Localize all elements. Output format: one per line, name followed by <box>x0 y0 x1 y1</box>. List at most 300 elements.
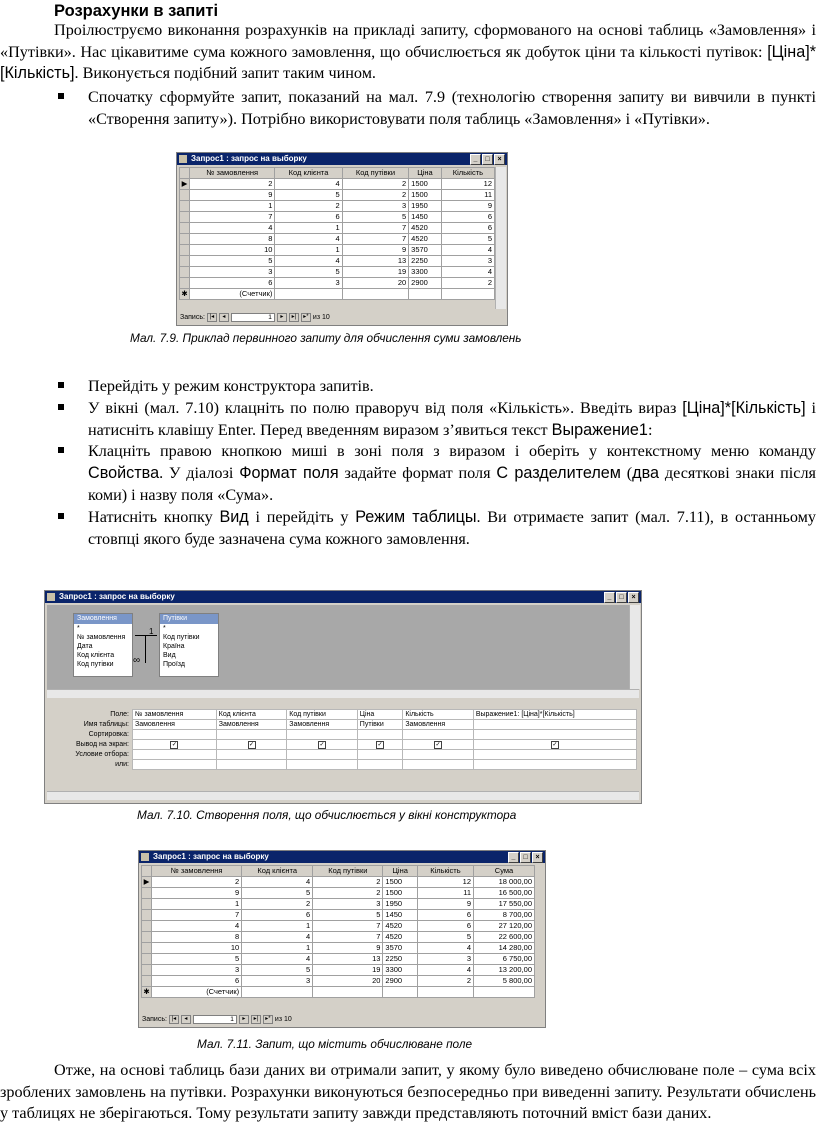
row-selector[interactable] <box>180 190 190 201</box>
table-cell[interactable]: 1 <box>190 201 275 212</box>
table-cell[interactable]: 7 <box>152 910 242 921</box>
table-cell[interactable]: 9 <box>417 899 473 910</box>
qbe-cell[interactable] <box>403 760 474 770</box>
qbe-field-cell[interactable]: Ціна <box>357 710 403 720</box>
table-cell[interactable]: 1500 <box>383 877 417 888</box>
qbe-field-cell[interactable]: Код путівки <box>287 710 358 720</box>
column-header[interactable]: Кількість <box>417 866 473 877</box>
minimize-button[interactable]: _ <box>470 154 481 165</box>
datasheet-grid <box>141 865 535 998</box>
column-header[interactable]: Код клієнта <box>242 866 313 877</box>
table-cell[interactable]: 4 <box>275 256 342 267</box>
table-cell[interactable]: 1 <box>275 223 342 234</box>
table-row[interactable] <box>142 910 535 921</box>
table-cell[interactable] <box>242 987 313 998</box>
table-cell[interactable]: 14 280,00 <box>474 943 535 954</box>
table-cell[interactable] <box>313 987 383 998</box>
table-row[interactable] <box>142 954 535 965</box>
qbe-table-cell[interactable]: Замовлення <box>403 720 474 730</box>
qbe-cell[interactable] <box>133 750 217 760</box>
table-cell[interactable]: 4 <box>275 234 342 245</box>
row-selector[interactable] <box>142 943 152 954</box>
table-cell[interactable]: 6 <box>441 212 494 223</box>
row-selector[interactable] <box>180 245 190 256</box>
column-header[interactable]: Сума <box>474 866 535 877</box>
table-row[interactable] <box>142 888 535 899</box>
table-cell[interactable]: 3 <box>441 256 494 267</box>
table-cell[interactable]: 4 <box>190 223 275 234</box>
figure-caption: Мал. 7.11. Запит, що містить обчислюване поле <box>197 1037 473 1051</box>
column-header[interactable]: Код клієнта <box>275 168 342 179</box>
record-number-field[interactable]: 1 <box>231 313 275 322</box>
field-item[interactable]: Дата <box>77 643 93 650</box>
table-cell[interactable]: 2 <box>190 179 275 190</box>
table-row[interactable] <box>142 899 535 910</box>
table-cell[interactable]: 13 <box>313 954 383 965</box>
qbe-cell[interactable] <box>473 760 636 770</box>
first-record-button[interactable]: |◂ <box>169 1015 179 1024</box>
row-selector[interactable] <box>142 976 152 987</box>
table-cell[interactable]: 3 <box>275 278 342 289</box>
row-selector[interactable] <box>180 278 190 289</box>
table-cell[interactable]: 6 750,00 <box>474 954 535 965</box>
show-checkbox[interactable]: ✓ <box>319 742 325 748</box>
new-record-row[interactable] <box>142 987 535 998</box>
field-item[interactable]: Код путівки <box>77 661 114 668</box>
table-cell[interactable]: 2900 <box>383 976 417 987</box>
qbe-row-label: Сортировка: <box>47 730 133 740</box>
qbe-cell[interactable] <box>133 760 217 770</box>
row-selector[interactable] <box>142 888 152 899</box>
qbe-cell[interactable] <box>473 730 636 740</box>
query-designer-window <box>44 590 642 804</box>
record-navigator: Запись: |◂ ◂ 1 ▸ ▸| ▸* из 10 <box>180 314 330 321</box>
record-navigator: Запись: |◂ ◂ 1 ▸ ▸| ▸* из 10 <box>142 1016 292 1023</box>
table-cell[interactable]: 3 <box>190 267 275 278</box>
qbe-table-cell[interactable]: Замовлення <box>287 720 358 730</box>
table-cell[interactable]: 17 550,00 <box>474 899 535 910</box>
field-item[interactable]: Вид <box>163 652 176 659</box>
qbe-row <box>47 720 637 730</box>
expression-text: [Ціна]*[Кількість] <box>0 42 816 82</box>
qbe-grid <box>47 709 637 770</box>
window-titlebar: Запрос1 : запрос на выборку _ □ × <box>45 591 641 603</box>
qbe-field-cell[interactable]: Кількість <box>403 710 474 720</box>
table-cell[interactable]: 4 <box>417 943 473 954</box>
table-cell[interactable]: 8 <box>152 932 242 943</box>
qbe-show-cell[interactable] <box>287 740 358 750</box>
table-cell[interactable]: 10 <box>190 245 275 256</box>
relationship-line <box>135 635 157 636</box>
close-button[interactable]: × <box>628 592 639 603</box>
table-cell[interactable]: 1450 <box>383 910 417 921</box>
table-cell[interactable]: 1500 <box>409 179 442 190</box>
qbe-cell[interactable] <box>287 730 358 740</box>
table-cell[interactable]: 6 <box>417 910 473 921</box>
table-cell[interactable]: 6 <box>417 921 473 932</box>
table-row[interactable] <box>180 223 495 234</box>
table-cell[interactable]: 20 <box>313 976 383 987</box>
table-cell[interactable]: 1950 <box>409 201 442 212</box>
show-checkbox[interactable]: ✓ <box>552 742 558 748</box>
show-checkbox[interactable]: ✓ <box>249 742 255 748</box>
bullet-icon <box>58 382 64 388</box>
row-selector[interactable] <box>142 910 152 921</box>
row-selector[interactable] <box>142 954 152 965</box>
row-selector[interactable] <box>180 267 190 278</box>
table-cell[interactable]: 4 <box>242 877 313 888</box>
table-cell[interactable]: 1450 <box>409 212 442 223</box>
relationship-line-vertical <box>145 635 146 663</box>
qbe-field-cell[interactable]: Код клієнта <box>216 710 287 720</box>
qbe-row <box>47 710 637 720</box>
table-cell[interactable]: 9 <box>152 888 242 899</box>
column-header[interactable]: Кількість <box>441 168 494 179</box>
table-cell[interactable]: 2250 <box>409 256 442 267</box>
table-cell[interactable]: 1950 <box>383 899 417 910</box>
table-cell[interactable] <box>441 289 494 300</box>
bullet-icon <box>58 513 64 519</box>
column-header[interactable]: Код путівки <box>342 168 408 179</box>
bullet-icon <box>58 447 64 453</box>
table-cell[interactable]: 3 <box>313 899 383 910</box>
field-item[interactable]: * <box>163 625 166 632</box>
qbe-cell[interactable] <box>216 750 287 760</box>
row-selector[interactable] <box>180 212 190 223</box>
table-cell[interactable]: 3 <box>152 965 242 976</box>
field-item[interactable]: № замовлення <box>77 634 126 641</box>
table-cell[interactable]: 4 <box>275 179 342 190</box>
table-cell[interactable]: 3 <box>242 976 313 987</box>
table-row[interactable] <box>142 965 535 976</box>
qbe-cell[interactable] <box>357 730 403 740</box>
table-row[interactable] <box>180 179 495 190</box>
table-cell[interactable]: 7 <box>342 234 408 245</box>
qbe-cell[interactable] <box>403 730 474 740</box>
table-cell[interactable] <box>474 987 535 998</box>
table-cell[interactable]: 22 600,00 <box>474 932 535 943</box>
table-cell[interactable]: 1 <box>242 921 313 932</box>
pane-horizontal-scrollbar[interactable] <box>47 689 639 698</box>
row-selector[interactable] <box>180 234 190 245</box>
table-cell[interactable]: 19 <box>313 965 383 976</box>
table-cell[interactable]: 4520 <box>383 921 417 932</box>
table-cell[interactable]: 8 <box>190 234 275 245</box>
step-create-query: Спочатку сформуйте запит, показаний на мал. 7.9 (технологію створення запиту ви вивчили в пункті «Створення запиту»). Потрібно використовувати поля таблиць «Замовлення» і «Путівки». <box>54 87 816 131</box>
table-row[interactable] <box>180 278 495 289</box>
qbe-row-label: Поле: <box>47 710 133 720</box>
table-row[interactable] <box>180 267 495 278</box>
table-row[interactable] <box>180 201 495 212</box>
qbe-cell[interactable] <box>287 750 358 760</box>
qbe-table-cell[interactable] <box>473 720 636 730</box>
table-cell[interactable] <box>417 987 473 998</box>
maximize-button[interactable]: □ <box>616 592 627 603</box>
table-cell[interactable]: 11 <box>441 190 494 201</box>
qbe-cell[interactable] <box>357 750 403 760</box>
table-cell[interactable]: 2 <box>441 278 494 289</box>
table-row[interactable] <box>142 877 535 888</box>
pane-vertical-scrollbar[interactable] <box>629 605 640 689</box>
table-cell[interactable] <box>342 289 408 300</box>
table-cell[interactable]: 2250 <box>383 954 417 965</box>
table-cell[interactable]: 18 000,00 <box>474 877 535 888</box>
table-cell[interactable]: 2 <box>342 190 408 201</box>
qbe-cell[interactable] <box>357 760 403 770</box>
table-cell[interactable]: 4 <box>441 245 494 256</box>
qbe-row <box>47 730 637 740</box>
row-selector[interactable]: ▶ <box>180 179 190 190</box>
row-selector[interactable] <box>142 921 152 932</box>
close-button[interactable]: × <box>494 154 505 165</box>
show-checkbox[interactable]: ✓ <box>435 742 441 748</box>
datasheet-grid <box>179 167 495 300</box>
table-cell[interactable]: 5 <box>275 190 342 201</box>
qbe-show-cell[interactable] <box>403 740 474 750</box>
table-cell[interactable]: 2 <box>313 888 383 899</box>
table-cell[interactable]: 7 <box>342 223 408 234</box>
steps-list-2 <box>54 376 816 550</box>
relation-one-label: 1 <box>149 627 154 636</box>
record-number-field[interactable]: 1 <box>193 1015 237 1024</box>
table-cell[interactable]: 19 <box>342 267 408 278</box>
qbe-row-label: Вывод на экран: <box>47 740 133 750</box>
table-cell[interactable]: 16 500,00 <box>474 888 535 899</box>
next-record-button[interactable]: ▸ <box>239 1015 249 1024</box>
figure-caption: Мал. 7.10. Створення поля, що обчислюється у вікні конструктора <box>137 808 517 822</box>
field-item[interactable]: Країна <box>163 643 185 650</box>
row-selector[interactable]: ▶ <box>142 877 152 888</box>
table-cell[interactable]: 4520 <box>383 932 417 943</box>
row-selector[interactable] <box>180 223 190 234</box>
table-cell[interactable]: 9 <box>342 245 408 256</box>
table-row[interactable] <box>180 234 495 245</box>
table-cell[interactable]: 27 120,00 <box>474 921 535 932</box>
table-cell[interactable]: 1 <box>275 245 342 256</box>
table-row[interactable] <box>142 943 535 954</box>
table-cell[interactable]: 1500 <box>383 888 417 899</box>
table-cell[interactable]: 2 <box>242 899 313 910</box>
row-selector[interactable] <box>180 256 190 267</box>
table-cell[interactable]: 13 200,00 <box>474 965 535 976</box>
row-selector[interactable] <box>142 899 152 910</box>
vertical-scrollbar[interactable] <box>495 167 506 309</box>
steps-list-1 <box>54 87 816 131</box>
table-cell[interactable]: 9 <box>190 190 275 201</box>
qbe-row <box>47 750 637 760</box>
autonumber-cell[interactable]: (Счетчик) <box>152 987 242 998</box>
table-cell[interactable]: 12 <box>441 179 494 190</box>
table-cell[interactable]: 5 <box>275 267 342 278</box>
conclusion-paragraph: Отже, на основі таблиць бази даних ви отримали запит, у якому було виведено обчислюване поле – сума всіх зроблених замовлень на путівки. Розрахунки виконуються безпосередньо при виведенні запиту. Результати обчислень у таблицях не зберігаються. Тому результати запиту завжди представляють поточний вміст бази даних. <box>0 1061 816 1122</box>
table-cell[interactable]: 20 <box>342 278 408 289</box>
table-cell[interactable]: 2 <box>417 976 473 987</box>
relation-many-label: ∞ <box>133 655 141 666</box>
qbe-show-cell[interactable] <box>133 740 217 750</box>
next-record-button[interactable]: ▸ <box>277 313 287 322</box>
header-row <box>180 168 495 179</box>
qbe-table-cell[interactable]: Замовлення <box>216 720 287 730</box>
qbe-field-cell[interactable]: Выражение1: [Ціна]*[Кількість] <box>473 710 636 720</box>
table-cell[interactable]: 3300 <box>409 267 442 278</box>
qbe-row <box>47 760 637 770</box>
table-cell[interactable]: 6 <box>441 223 494 234</box>
step-view-mode: Натисніть кнопку Вид і перейдіть у Режим таблицы. Ви отримаєте запит (мал. 7.11), в останньому стовпці якого буде зазначена сума кожного замовлення. <box>54 507 816 551</box>
show-checkbox[interactable]: ✓ <box>377 742 383 748</box>
field-item[interactable]: Код клієнта <box>77 652 115 659</box>
column-header[interactable]: Ціна <box>409 168 442 179</box>
table-cell[interactable]: 7 <box>313 932 383 943</box>
header-row <box>142 866 535 877</box>
table-cell[interactable]: 3 <box>417 954 473 965</box>
qbe-row-label: Условие отбора: <box>47 750 133 760</box>
last-record-button[interactable]: ▸| <box>251 1015 261 1024</box>
table-cell[interactable]: 1 <box>152 899 242 910</box>
row-selector[interactable] <box>180 201 190 212</box>
autonumber-cell[interactable]: (Счетчик) <box>190 289 275 300</box>
table-cell[interactable]: 4520 <box>409 234 442 245</box>
table-cell[interactable]: 2 <box>342 179 408 190</box>
table-row[interactable] <box>142 932 535 943</box>
table-cell[interactable]: 2 <box>152 877 242 888</box>
minimize-button[interactable]: _ <box>604 592 615 603</box>
table-cell[interactable]: 4 <box>242 932 313 943</box>
intro-paragraph: Проілюструємо виконання розрахунків на прикладі запиту, сформованого на основі таблиць «Замовлення» і «Путівки». Нас цікавитиме сума кожного замовлення, що обчислюється як добуток ціни та кількості путівок: [Ціна]*[Кількість]. Виконується подібний запит таким чином. <box>0 21 816 82</box>
query-icon <box>141 853 149 861</box>
table-cell[interactable]: 1 <box>242 943 313 954</box>
prev-record-button[interactable]: ◂ <box>219 313 229 322</box>
query-icon <box>47 593 55 601</box>
table-cell[interactable]: 2900 <box>409 278 442 289</box>
table-row[interactable] <box>180 256 495 267</box>
table-cell[interactable]: 5 <box>417 932 473 943</box>
qbe-show-cell[interactable] <box>216 740 287 750</box>
query-window-fig1 <box>176 152 508 326</box>
show-checkbox[interactable]: ✓ <box>171 742 177 748</box>
qbe-cell[interactable] <box>287 760 358 770</box>
table-cell[interactable]: 11 <box>417 888 473 899</box>
table-cell[interactable]: 5 <box>242 965 313 976</box>
last-record-button[interactable]: ▸| <box>289 313 299 322</box>
tables-pane <box>47 605 629 689</box>
table-cell[interactable]: 6 <box>152 976 242 987</box>
table-cell[interactable]: 4520 <box>409 223 442 234</box>
table-cell[interactable]: 1500 <box>409 190 442 201</box>
section-title: Розрахунки в запиті <box>54 2 219 20</box>
query-window-fig3 <box>138 850 546 1028</box>
table-cell[interactable]: 10 <box>152 943 242 954</box>
table-row[interactable] <box>180 190 495 201</box>
row-selector[interactable] <box>142 932 152 943</box>
table-cell[interactable]: 8 700,00 <box>474 910 535 921</box>
query-icon <box>179 155 187 163</box>
qbe-cell[interactable] <box>473 750 636 760</box>
table-cell[interactable]: 6 <box>242 910 313 921</box>
field-item[interactable]: Код путівки <box>163 634 200 641</box>
qbe-table-cell[interactable]: Путівки <box>357 720 403 730</box>
qbe-table-cell[interactable]: Замовлення <box>133 720 217 730</box>
maximize-button[interactable]: □ <box>482 154 493 165</box>
table-cell[interactable]: 5 800,00 <box>474 976 535 987</box>
table-cell[interactable]: 9 <box>441 201 494 212</box>
table-cell[interactable]: 12 <box>417 877 473 888</box>
close-button[interactable]: × <box>532 852 543 863</box>
table-cell[interactable]: 5 <box>342 212 408 223</box>
prev-record-button[interactable]: ◂ <box>181 1015 191 1024</box>
table-cell[interactable]: 5 <box>190 256 275 267</box>
table-cell[interactable]: 4 <box>441 267 494 278</box>
column-header[interactable]: № замовлення <box>152 866 242 877</box>
qbe-field-cell[interactable]: № замовлення <box>133 710 217 720</box>
table-cell[interactable] <box>275 289 342 300</box>
grid-horizontal-scrollbar[interactable] <box>47 791 639 800</box>
field-item[interactable]: * <box>77 625 80 632</box>
table-cell[interactable]: 7 <box>190 212 275 223</box>
table-cell[interactable]: 3570 <box>383 943 417 954</box>
table-cell[interactable]: 5 <box>242 888 313 899</box>
table-cell[interactable]: 5 <box>152 954 242 965</box>
step-enter-expression: У вікні (мал. 7.10) клацніть по полю праворуч від поля «Кількість». Введіть вираз [Ціна]*[Кількість] і натисніть клавішу Enter. Перед введенням виразом з’явиться текст Выражение1: <box>54 398 816 442</box>
first-record-button[interactable]: |◂ <box>207 313 217 322</box>
table-cell[interactable]: 3300 <box>383 965 417 976</box>
table-cell[interactable] <box>409 289 442 300</box>
table-row[interactable] <box>180 212 495 223</box>
table-cell[interactable]: 5 <box>313 910 383 921</box>
table-cell[interactable]: 4 <box>417 965 473 976</box>
table-cell[interactable]: 13 <box>342 256 408 267</box>
qbe-row-label: Имя таблицы: <box>47 720 133 730</box>
qbe-show-cell[interactable] <box>357 740 403 750</box>
table-row[interactable] <box>180 245 495 256</box>
maximize-button[interactable]: □ <box>520 852 531 863</box>
qbe-show-cell[interactable] <box>473 740 636 750</box>
bullet-icon <box>58 93 64 99</box>
table-cell[interactable]: 2 <box>275 201 342 212</box>
row-selector[interactable] <box>142 965 152 976</box>
figure-caption: Мал. 7.9. Приклад первинного запиту для обчислення суми замовлень <box>130 331 522 345</box>
table-cell[interactable]: 3570 <box>409 245 442 256</box>
table-cell[interactable] <box>383 987 417 998</box>
table-row[interactable] <box>142 976 535 987</box>
table-cell[interactable]: 5 <box>441 234 494 245</box>
new-row-icon: ✱ <box>181 289 188 298</box>
column-header[interactable]: Код путівки <box>313 866 383 877</box>
table-cell[interactable]: 9 <box>313 943 383 954</box>
table-cell[interactable]: 6 <box>190 278 275 289</box>
qbe-cell[interactable] <box>403 750 474 760</box>
table-cell[interactable]: 4 <box>152 921 242 932</box>
qbe-cell[interactable] <box>133 730 217 740</box>
table-cell[interactable]: 3 <box>342 201 408 212</box>
table-cell[interactable]: 4 <box>242 954 313 965</box>
table-cell[interactable]: 7 <box>313 921 383 932</box>
minimize-button[interactable]: _ <box>508 852 519 863</box>
column-header[interactable]: № замовлення <box>190 168 275 179</box>
table-fieldlist-tours[interactable]: Путівки * Код путівки Країна Вид Проїзд <box>159 613 219 677</box>
column-header[interactable]: Ціна <box>383 866 417 877</box>
field-item[interactable]: Проїзд <box>163 661 185 668</box>
table-row[interactable] <box>142 921 535 932</box>
qbe-cell[interactable] <box>216 760 287 770</box>
table-fieldlist-orders[interactable]: Замовлення * № замовлення Дата Код клієнта Код путівки <box>73 613 133 677</box>
qbe-cell[interactable] <box>216 730 287 740</box>
table-cell[interactable]: 2 <box>313 877 383 888</box>
new-record-button[interactable]: ▸* <box>301 313 311 322</box>
table-cell[interactable]: 6 <box>275 212 342 223</box>
new-record-button[interactable]: ▸* <box>263 1015 273 1024</box>
new-row-icon: ✱ <box>143 987 150 996</box>
new-record-row[interactable] <box>180 289 495 300</box>
